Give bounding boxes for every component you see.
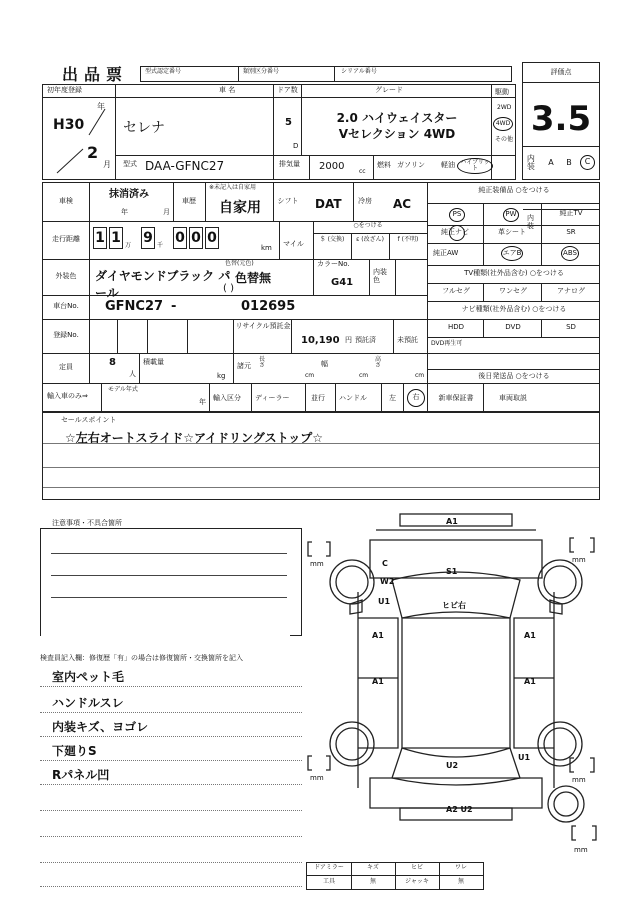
interior-label: 内装 [527,214,534,230]
navi-sd: SD [566,323,576,331]
sheet-title: 出品票 [62,65,129,84]
handle-right-circled: 右 [407,389,425,407]
sales-point-text: ☆左右オートスライド☆アイドリングストップ☆ [65,431,323,445]
color-no-label: カラーNo. [317,260,350,268]
caution-label: 注意事項・不具合箇所 [52,519,122,527]
chassis-number: 012695 [241,299,296,314]
shift-value: DAT [315,197,342,211]
year-era: H30 [53,117,85,133]
inspection-value: 抹消済み [109,189,149,200]
length-label: 長さ [259,356,266,369]
inspection-year: 年 [121,208,128,216]
equip-abs-circled: ABS [561,246,579,261]
vehicle-info-block [42,84,516,180]
dealer-label: ディーラー [255,394,290,402]
interior-option-c-circled: C [580,155,595,170]
recycle-status: 預託済 [355,336,376,344]
inspector-notes [40,666,302,896]
width-label: 幅 [321,360,328,368]
mileage-digit: 0 [205,227,219,249]
footer-header-scratch: キズ [367,864,379,871]
caution-box [40,528,302,636]
mileage-label: 走行距離 [52,235,80,244]
import-label: 輸入車のみ⇒ [47,392,88,400]
history-note: ※未記入は自家用 [209,184,257,191]
footer-table [306,862,484,890]
inspection-month: 月 [163,208,170,216]
color-no-value: G41 [331,277,354,288]
mark-windshield: ヒビ右 [442,601,466,610]
recycle-label: リサイクル預託金 [235,322,291,330]
footer-tools-label: 工具 [322,878,335,885]
fuel-gasoline: ガソリン [397,161,425,169]
mile-exchange: ＄ (交換) [319,236,345,243]
chassis-label: 車台No. [53,302,79,311]
recycle-unit: 円 [345,336,352,344]
mark-front-bumper: A1 [446,517,458,526]
category-label: 類別区分番号 [239,67,335,81]
model-year-label: モデル年式 [108,386,138,393]
genuine-title: 純正装備品 ○をつける [478,186,550,194]
caution-box-corner [290,528,302,636]
grade-line1: 2.0 ハイウェイスター [336,111,458,125]
interior-label-vertical: 内装 [526,154,536,170]
cooling-value: AC [393,197,412,211]
dvd-playback-label: DVD再生可 [431,340,463,347]
drive-4wd-circled: 4WD [493,117,513,131]
capacity-value: 8 [109,357,116,368]
mileage-digit: 1 [93,227,107,249]
color-change-paren: ( ) [223,283,234,294]
displacement-label: 排気量 [279,160,300,168]
color-label: 外装色 [55,272,77,281]
equip-genuine-aw: 純正AW [433,249,459,257]
inspection-label: 車検 [59,197,73,206]
mark-rear-glass: U2 [446,761,459,770]
navi-dvd: DVD [505,323,521,331]
fuel-hybrid-circled: ハイブリット [457,158,493,174]
width-cm: cm [359,372,369,379]
recycle-unpaid: 未預託 [397,336,418,344]
equip-airbag-circled: エアB [501,246,523,261]
drive-other: その他 [495,136,514,143]
mile-label: マイル [283,240,304,248]
circle-instruction: ○をつける [353,222,383,229]
capacity-unit: 人 [129,370,136,378]
eval-label: 評価点 [523,63,599,83]
dims-label: 諸元 [237,362,251,370]
color-change-value: 色替無 [235,271,272,285]
diagram-mm: mm [310,774,324,782]
displacement-unit: cc [359,168,366,175]
reg-no-label: 登録No. [53,331,79,340]
mileage-digit: 0 [189,227,203,249]
footer-header-crack: ヒビ [410,864,423,871]
navi-title: ナビ種類(社外品含む) ○をつける [461,305,567,313]
note-item: ハンドルスレ [52,696,124,710]
equip-pw-circled: PW [503,208,519,222]
color-change-label: 色替(元色) [225,260,254,267]
diagram-mm: mm [574,846,588,854]
doors-unit: D [293,142,299,150]
mark-right-rear-door: A1 [524,677,536,686]
mark-u1-rear: U1 [518,753,531,762]
footer-jack-label: ジャッキ [405,878,429,885]
footer-tools-value: 無 [369,878,376,885]
later-title: 後日発送品 ○をつける [478,372,550,380]
fuel-label: 燃料 [377,161,391,169]
mark-hood: S1 [446,567,458,576]
doors-value: 5 [285,117,292,128]
history-value: 自家用 [219,200,261,216]
height-cm: cm [415,372,425,379]
sales-point-box [42,412,600,500]
fuel-diesel: 軽油 [441,161,455,169]
date-slash-lines [53,102,109,175]
doors-label: ドア数 [277,86,298,94]
mile-unknown: f (不明) [397,236,419,243]
car-name-label: 車 名 [219,86,236,94]
mileage-digit: 0 [173,227,187,249]
model-cert-label: 型式認定番号 [141,67,239,81]
model-label: 型式 [123,160,137,168]
equip-genuine-tv: 純正TV [559,209,583,217]
model-year-unit: 年 [199,398,206,406]
mark-left-front-door: A1 [372,631,384,640]
footer-header-mirror: ドアミラー [314,864,344,871]
model-value: DAA-GFNC27 [145,159,225,173]
equip-leather: 革シート [498,228,526,236]
shift-label: シフト [277,197,299,206]
id-number-strip [140,66,512,82]
interior-color-label: 内装色 [373,268,387,284]
interior-option-b: B [566,157,572,167]
diagram-mm: mm [572,776,586,784]
mark-left-rear-door: A1 [372,677,384,686]
diagram-mm: mm [310,560,324,568]
parallel-label: 並行 [311,394,325,402]
recycle-amount: 10,190 [301,335,340,346]
inspector-label: 検査員記入欄：修復歴「有」の場合は修復箇所・交換箇所を記入 [40,654,243,662]
equip-sr: SR [566,228,576,236]
mileage-unit-man: 万 [125,242,132,249]
mile-tampered: ε (改ざん) [356,236,384,243]
tv-oneseg: ワンセグ [499,287,527,295]
sales-point-label: セールスポイント [61,416,117,424]
footer-header-break: ワレ [454,864,467,871]
car-damage-diagram [306,508,606,868]
mileage-digit: 9 [141,227,155,249]
height-label: 高さ [375,356,382,369]
mark-w2: W2 [380,577,395,586]
mark-right-front-door: A1 [524,631,536,640]
drive-label: 駆動 [495,88,509,96]
mileage-unit-sen: 千 [157,242,164,249]
import-div-label: 輸入区分 [213,394,241,402]
equip-ps-circled: PS [449,208,465,222]
note-item: 室内ペット毛 [52,670,125,684]
chassis-prefix: GFNC27 [105,299,164,314]
history-label: 車歴 [182,197,196,206]
tv-fullseg: フルセグ [442,287,470,295]
chassis-dash: - [171,299,177,314]
note-item: Rパネル凹 [52,768,110,782]
mark-rear-bumper: A2 U2 [446,805,473,814]
grade-line2: Vセレクション 4WD [338,127,456,141]
displacement-value: 2000 [319,161,345,172]
tv-analog: アナログ [557,287,585,295]
capacity-label: 定員 [59,363,73,372]
later-warranty: 新車保証書 [438,394,474,402]
load-unit: kg [217,372,226,380]
handle-left: 左 [389,394,396,402]
month-value: 2 [87,143,99,162]
note-item: 下廻りS [52,744,97,758]
interior-option-a: A [548,157,554,167]
later-manual: 車両取説 [499,394,527,402]
cooling-label: 冷房 [358,197,372,206]
detail-table [42,182,600,412]
note-item: 内装キズ、ヨゴレ [52,720,149,734]
mileage-km: km [261,244,272,252]
footer-jack-value: 無 [457,878,464,885]
first-reg-label: 初年度登録 [47,86,82,94]
drive-2wd: 2WD [497,104,512,111]
month-unit: 月 [103,160,111,169]
equip-navi-circle [449,225,465,241]
grade-label: グレード [375,86,403,94]
equip-genuine-navi: 純正ナビ [441,228,469,236]
tv-title: TV種類(社外品含む) ○をつける [464,269,564,277]
navi-hdd: HDD [447,323,465,331]
length-cm: cm [305,372,315,379]
handle-label: ハンドル [339,394,367,402]
diagram-mm: mm [572,556,586,564]
mileage-digit: 1 [109,227,123,249]
serial-label: シリアル番号 [341,68,377,75]
mark-c: C [382,559,388,568]
color-value: ダイヤモンドブラック パール [95,269,231,300]
mileage-digits [93,227,275,253]
mark-u1-front: U1 [378,597,391,606]
car-name: セレナ [123,120,165,136]
score-value: 3.5 [530,99,592,139]
year-unit: 年 [97,102,105,111]
load-label: 積載量 [143,358,164,366]
